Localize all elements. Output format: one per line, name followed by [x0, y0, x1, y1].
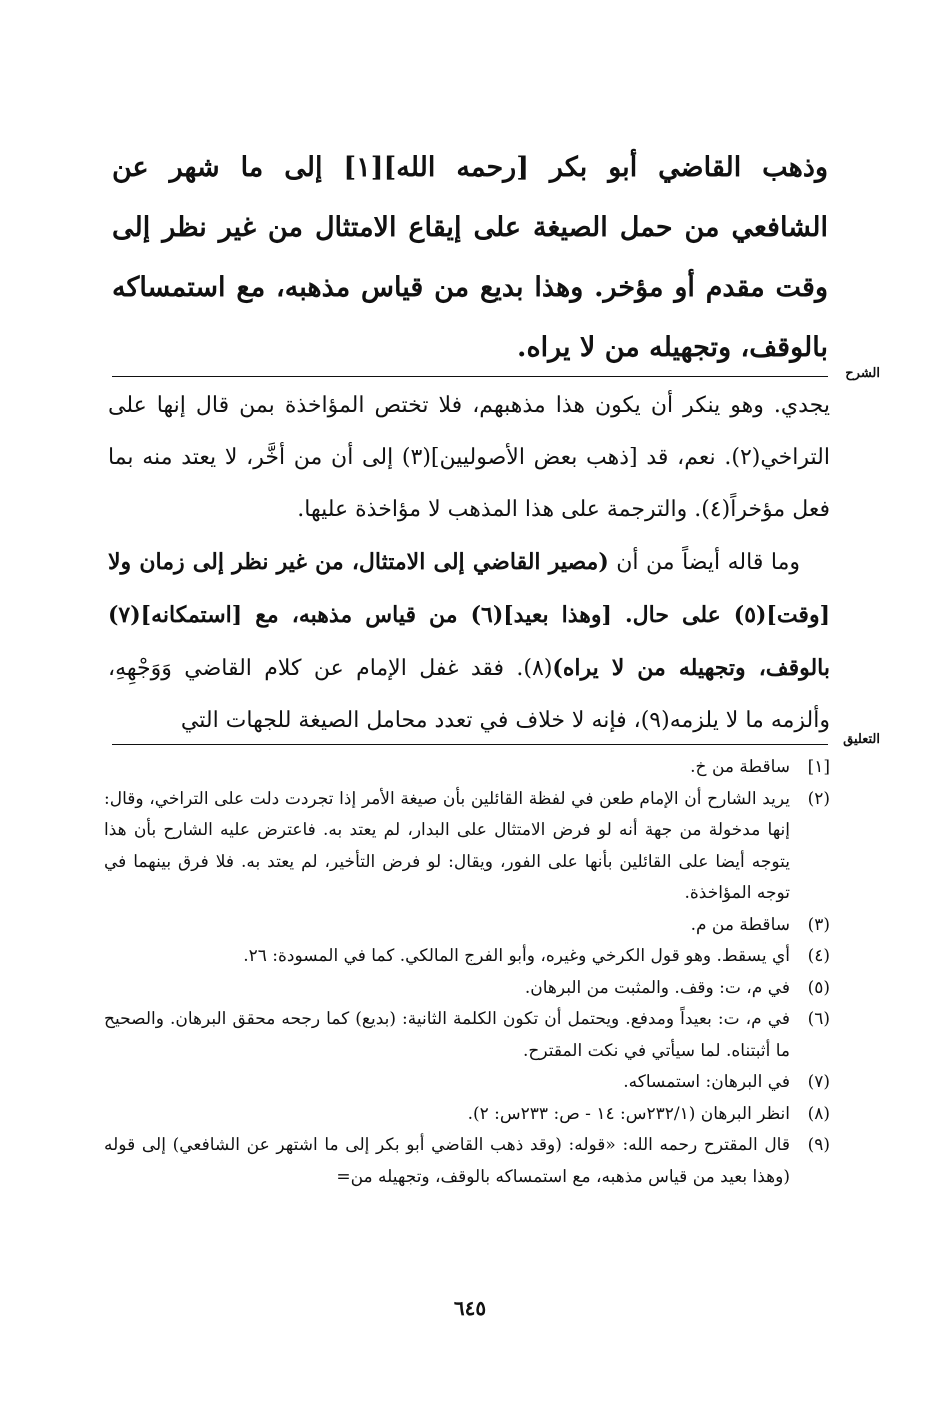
- footnote-text: يريد الشارح أن الإمام طعن في لفظة القائلين بأن صيغة الأمر إذا تجردت دلت على التراخي، وقال: إنها مدخولة من جهة أنه لو فرض الامتثال على البدار، لم يعتد به. فاعترض عليه الشارح بأن هذا يتوجه أيضا على القائلين بأنها على الفور، ويقال: لو فرض التأخير، لم يعتد به. فلا فرق بينهما في توجه المؤاخذة.: [104, 788, 790, 903]
- footnote-text: ساقطة من م.: [690, 914, 790, 935]
- footnote-2: [104, 784, 830, 910]
- footnote-number: (٤): [807, 946, 830, 966]
- footnote-7: [104, 1067, 830, 1099]
- footnote-text: قال المقترح رحمه الله: «قوله: (وقد ذهب القاضي أبو بكر إلى ما اشتهر عن الشافعي) إلى قوله (وهذا بعيد من قياس مذهبه، مع استمساكه بالوقف، وتجهيله من=: [104, 1135, 790, 1187]
- footnote-text: ساقطة من خ.: [690, 757, 790, 777]
- page-number: ٦٤٥: [453, 1296, 487, 1320]
- footnote-number: (٨): [807, 1103, 830, 1124]
- footnote-text: أي يسقط. وهو قول الكرخي وغيره، وأبو الفرج المالكي. كما في المسودة: ٢٦.: [243, 946, 790, 966]
- notes-label: التعليق: [843, 732, 880, 747]
- commentary-p2-end: (٨). فقد غفل الإمام عن كلام القاضي وَوَجْهِهِ، وألزمه ما لا يلزمه(٩)، فإنه لا خلاف في تعدد محامل الصيغة للجهات التي: [108, 656, 830, 733]
- footnote-number: (٥): [807, 977, 830, 998]
- footnote-text: في م، ت: وقف. والمثبت من البرهان.: [524, 977, 790, 998]
- footnotes: [104, 752, 830, 1193]
- commentary-paragraph-2: [108, 536, 830, 747]
- footnote-6: [104, 1004, 830, 1067]
- commentary-separator: [112, 376, 828, 377]
- commentary-paragraph-1: يجدي. وهو ينكر أن يكون هذا مذهبهم، فلا تختص المؤاخذة بمن قال إنها على التراخي(٢). نعم، قد [ذهب بعض الأصوليين](٣) إلى أن من أخَّر، لا يعتد منه بما فعل مؤخراً(٤). والترجمة على هذا المذهب لا مؤاخذة عليها.: [108, 393, 830, 522]
- commentary-p2-quote: (مصير القاضي إلى الامتثال، من غير نظر إلى زمان ولا [وقت](٥) على حال. [وهذا بعيد](٦) من قياس مذهبه، مع [استمكانه](٧) بالوقف، وتجهيله من لا يراه): [108, 549, 830, 681]
- notes-separator: [112, 744, 828, 745]
- footnote-9: [104, 1130, 830, 1193]
- footnote-number: (٩): [807, 1135, 830, 1155]
- footnote-number: (٦): [807, 1009, 830, 1029]
- commentary-block: [108, 380, 830, 747]
- commentary-label: الشرح: [845, 366, 880, 381]
- footnote-number: (٣): [807, 914, 830, 935]
- footnote-1: [104, 752, 830, 784]
- footnote-3: [104, 910, 830, 942]
- footnote-number: (٢): [807, 788, 830, 809]
- footnote-text: انظر البرهان (٢٣٢/١س: ١٤ - ص: ٢٣٣س: ٢).: [467, 1103, 790, 1124]
- footnote-number: [١]: [807, 757, 830, 777]
- footnote-text: في البرهان: استمساكه.: [623, 1072, 790, 1092]
- footnote-5: [104, 973, 830, 1005]
- main-text: [112, 138, 828, 378]
- footnote-4: [104, 941, 830, 973]
- commentary-p2-start: وما قاله أيضاً من أن: [608, 550, 800, 575]
- footnote-text: في م، ت: بعيداً ومدفع. ويحتمل أن تكون الكلمة الثانية: (بديع) كما رجحه محقق البرهان. والصحيح ما أثبتناه. لما سيأتي في نكت المقترح.: [104, 1009, 790, 1061]
- main-text-content: وذهب القاضي أبو بكر [رحمه الله][١] إلى ما شهر عن الشافعي من حمل الصيغة على إيقاع الامتثال من غير نظر إلى وقت مقدم أو مؤخر. وهذا بديع من قياس مذهبه، مع استمساكه بالوقف، وتجهيله من لا يراه.: [112, 152, 828, 363]
- footnote-8: [104, 1099, 830, 1131]
- footnote-number: (٧): [807, 1072, 830, 1092]
